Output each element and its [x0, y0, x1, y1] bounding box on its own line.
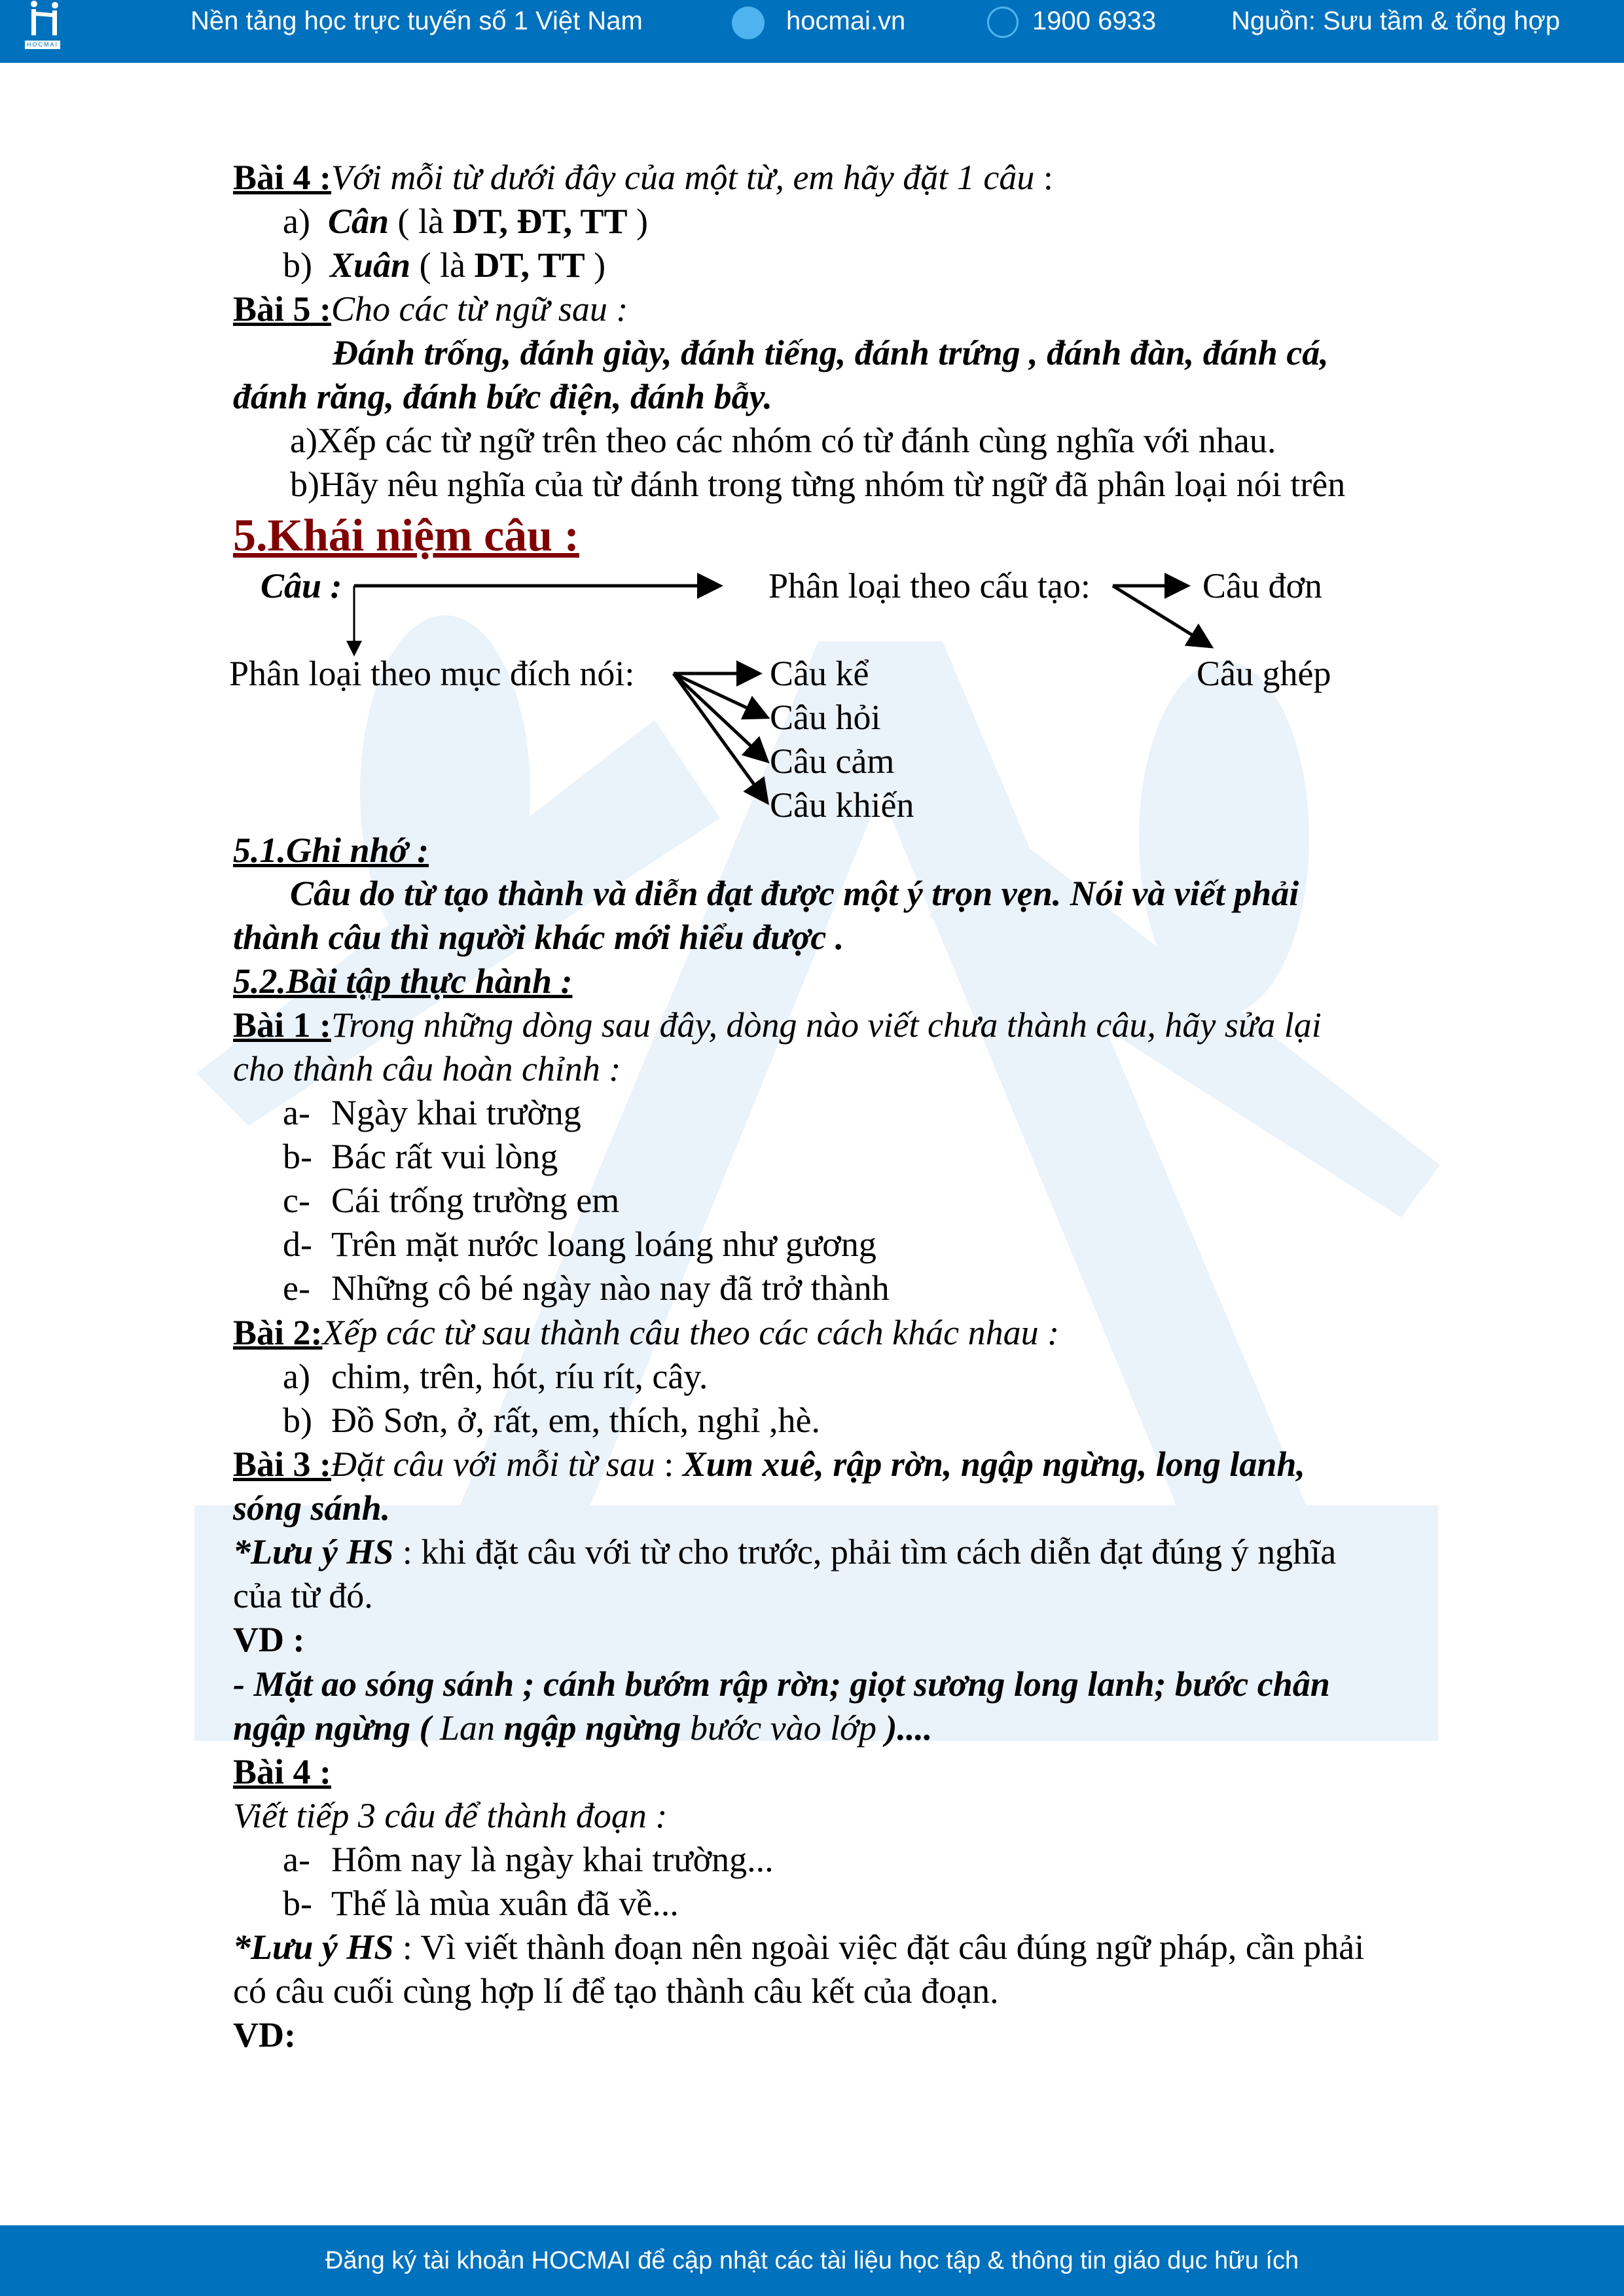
diagram-question: Câu hỏi	[770, 698, 881, 737]
diagram-exclamatory: Câu cảm	[770, 742, 895, 781]
student-note-cont: của từ đó.	[233, 1576, 373, 1615]
exercise-1-prompt-cont: cho thành câu hoàn chỉnh :	[233, 1049, 621, 1088]
diagram-simple: Câu đơn	[1202, 566, 1323, 605]
exercise-label: Bài 4 :	[233, 158, 332, 197]
logo-text: HOCMAI	[25, 41, 60, 49]
exercise-2-prompt: Bài 2:Xếp các từ sau thành câu theo các cách khác nhau :	[233, 1313, 1060, 1352]
example-label: VD :	[233, 1620, 305, 1659]
exercise-4-label: Bài 4 :	[233, 1752, 332, 1791]
example-text: - Mặt ao sóng sánh ; cánh bướm rập rờn; giọt sương long lanh; bước chân	[233, 1664, 1330, 1704]
practice-heading: 5.2.Bài tập thực hành :	[233, 961, 573, 1001]
exercise-1-prompt: Bài 1 :Trong những dòng sau đây, dòng nào viết chưa thành câu, hãy sửa lại	[233, 1005, 1322, 1045]
footer-bar	[0, 2225, 1624, 2296]
diagram-by-purpose: Phân loại theo mục đích nói:	[229, 654, 635, 693]
word-list: Đánh trống, đánh giày, đánh tiếng, đánh trứng , đánh đàn, đánh cá,	[333, 333, 1329, 372]
diagram-by-structure: Phân loại theo cấu tạo:	[768, 566, 1091, 605]
note-heading: 5.1.Ghi nhớ :	[233, 831, 429, 870]
exercise-3-words: sóng sánh.	[233, 1488, 391, 1528]
list-item: c- Cái trống trường em	[283, 1181, 620, 1220]
task-a: a)Xếp các từ ngữ trên theo các nhóm có từ đánh cùng nghĩa với nhau.	[290, 421, 1276, 460]
list-item: d- Trên mặt nước loang loáng như gương	[283, 1225, 876, 1264]
list-item: a- Hôm nay là ngày khai trường...	[283, 1840, 774, 1879]
exercise-4-prompt: Viết tiếp 3 câu để thành đoạn :	[233, 1796, 668, 1835]
list-item: a- Ngày khai trường	[283, 1093, 581, 1132]
diagram-imperative: Câu khiến	[770, 785, 914, 825]
task-b: b)Hãy nêu nghĩa của từ đánh trong từng nhóm từ ngữ đã phân loại nói trên	[290, 465, 1346, 504]
section-heading: 5.Khái niệm câu :	[233, 511, 579, 561]
exercise-3-prompt: Bài 3 :Đặt câu với mỗi từ sau : Xum xuê, rập rờn, ngập ngừng, long lanh,	[233, 1444, 1305, 1484]
example-label: VD:	[233, 2015, 296, 2054]
example-text-cont: ngập ngừng ( Lan ngập ngừng bước vào lớp )....	[233, 1708, 933, 1748]
exercise-4-prompt: Bài 4 :Với mỗi từ dưới đây của một từ, em hãy đặt 1 câu :	[233, 158, 1053, 197]
website-link[interactable]: hocmai.vn	[786, 7, 906, 35]
list-item: b- Bác rất vui lòng	[283, 1137, 558, 1176]
student-note-cont: có câu cuối cùng hợp lí để tạo thành câu kết của đoạn.	[233, 1971, 999, 2011]
arrow-to-compound	[1113, 586, 1211, 647]
diagram-compound: Câu ghép	[1197, 654, 1331, 693]
diagram-root: Câu :	[261, 566, 342, 605]
student-note: *Lưu ý HS : Vì viết thành đoạn nên ngoài việc đặt câu đúng ngữ pháp, cần phải	[233, 1928, 1365, 1967]
list-item: e- Những cô bé ngày nào nay đã trở thành	[283, 1268, 890, 1308]
source-text: Nguồn: Sưu tầm & tổng hợp	[1231, 7, 1561, 35]
phone-number[interactable]: 1900 6933	[1032, 7, 1157, 35]
list-item: b) Xuân ( là DT, TT )	[283, 245, 606, 285]
list-item: b) Đồ Sơn, ở, rất, em, thích, nghỉ ,hè.	[283, 1401, 821, 1440]
word-list: đánh răng, đánh bức điện, đánh bẫy.	[233, 377, 773, 416]
list-item: a) Cân ( là DT, ĐT, TT )	[283, 202, 649, 241]
arrow-to-imperative	[674, 673, 767, 802]
header-tagline: Nền tảng học trực tuyến số 1 Việt Nam	[190, 7, 643, 35]
arrow-to-exclamatory	[674, 673, 767, 761]
note-text: thành câu thì người khác mới hiểu được .	[233, 918, 844, 957]
student-note: *Lưu ý HS : khi đặt câu với từ cho trước, phải tìm cách diễn đạt đúng ý nghĩa	[233, 1532, 1337, 1571]
list-item: b- Thế là mùa xuân đã về...	[283, 1884, 679, 1923]
list-item: a) chim, trên, hót, ríu rít, cây.	[283, 1357, 708, 1396]
diagram-declarative: Câu kể	[770, 654, 869, 693]
exercise-5-prompt: Bài 5 :Cho các từ ngữ sau :	[233, 289, 628, 329]
note-text: Câu do từ tạo thành và diễn đạt được một ý trọn vẹn. Nói và viết phải	[290, 874, 1299, 913]
footer-text[interactable]: Đăng ký tài khoản HOCMAI để cập nhật các tài liệu học tập & thông tin giáo dục hữu ích	[325, 2247, 1299, 2274]
